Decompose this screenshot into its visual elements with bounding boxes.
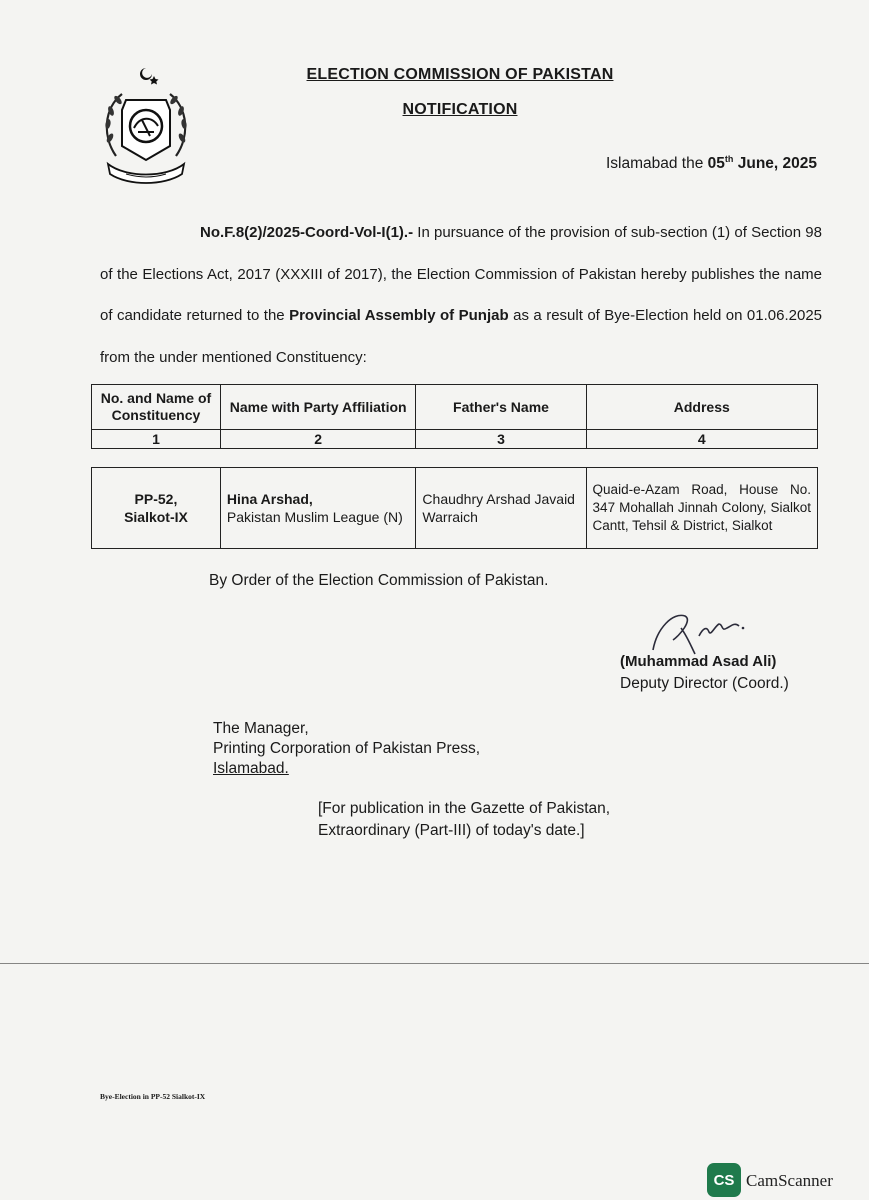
recipient-address [213, 719, 480, 779]
dateline [606, 154, 817, 173]
recipient-city: Islamabad. [213, 760, 289, 777]
column-header-father-name: Father's Name [416, 385, 586, 430]
header-title: ELECTION COMMISSION OF PAKISTAN [306, 66, 614, 83]
table-header-row [92, 385, 818, 430]
signatory-name: (Muhammad Asad Ali) [620, 653, 777, 670]
signatory-designation: Deputy Director (Coord.) [620, 675, 789, 692]
constituency-code: PP-52, [134, 491, 178, 507]
column-number: 3 [416, 430, 586, 449]
column-header-constituency: No. and Name of Constituency [92, 385, 221, 430]
body-text-2: as a result of Bye-Election held on 01.06.2025 from the under mentioned Constituency: [100, 307, 822, 366]
publication-note [318, 798, 610, 842]
table-header [91, 384, 818, 449]
date-suffix: th [724, 154, 734, 164]
column-number: 2 [220, 430, 416, 449]
order-statement: By Order of the Election Commission of Pakistan. [209, 572, 549, 589]
candidate-name: Hina Arshad, [226, 491, 313, 507]
constituency-name: Sialkot-IX [124, 509, 188, 525]
recipient-line: The Manager, [213, 720, 309, 737]
assembly-name: Provincial Assembly of Punjab [289, 307, 509, 324]
ecp-emblem-icon [96, 66, 196, 194]
address-cell: Quaid-e-Azam Road, House No. 347 Mohallah Jinnah Colony, Sialkot Cantt, Tehsil & District, Sialkot [586, 468, 817, 549]
column-number: 1 [92, 430, 221, 449]
publication-line: Extraordinary (Part-III) of today's date.] [318, 822, 585, 839]
table-number-row [92, 430, 818, 449]
date-month-year: June, 2025 [733, 155, 817, 173]
header-subtitle: NOTIFICATION [402, 101, 518, 118]
recipient-line: Printing Corporation of Pakistan Press, [213, 740, 481, 757]
signature-icon [643, 606, 753, 658]
footer-note: Bye-Election in PP-52 Sialkot-IX [100, 1092, 206, 1101]
page-divider [0, 963, 869, 964]
party-affiliation: Pakistan Muslim League (N) [226, 509, 403, 525]
column-header-address: Address [586, 385, 817, 430]
father-name-cell: Chaudhry Arshad Javaid Warraich [416, 468, 586, 549]
reference-number: No.F.8(2)/2025-Coord-Vol-I(1).- [200, 224, 414, 241]
table-row [92, 468, 818, 549]
candidate-cell [220, 468, 416, 549]
camscanner-watermark: CamScanner [746, 1171, 833, 1190]
column-number: 4 [586, 430, 817, 449]
column-header-name-party: Name with Party Affiliation [220, 385, 416, 430]
body-text-1: In pursuance of the provision of sub-section (1) of Section 98 of the Elections Act, 2017 (XXXIII of 2017), the Election Commission of Pakistan hereby publishes the name of candidate returned to the [100, 224, 822, 324]
constituency-cell [92, 468, 221, 549]
camscanner-logo-icon: CS [707, 1163, 741, 1197]
returned-candidate-table [91, 467, 818, 549]
notification-body [100, 212, 822, 378]
date-prefix: Islamabad the [605, 155, 708, 173]
publication-line: [For publication in the Gazette of Pakistan, [318, 800, 611, 817]
date-day: 05 [707, 155, 725, 173]
